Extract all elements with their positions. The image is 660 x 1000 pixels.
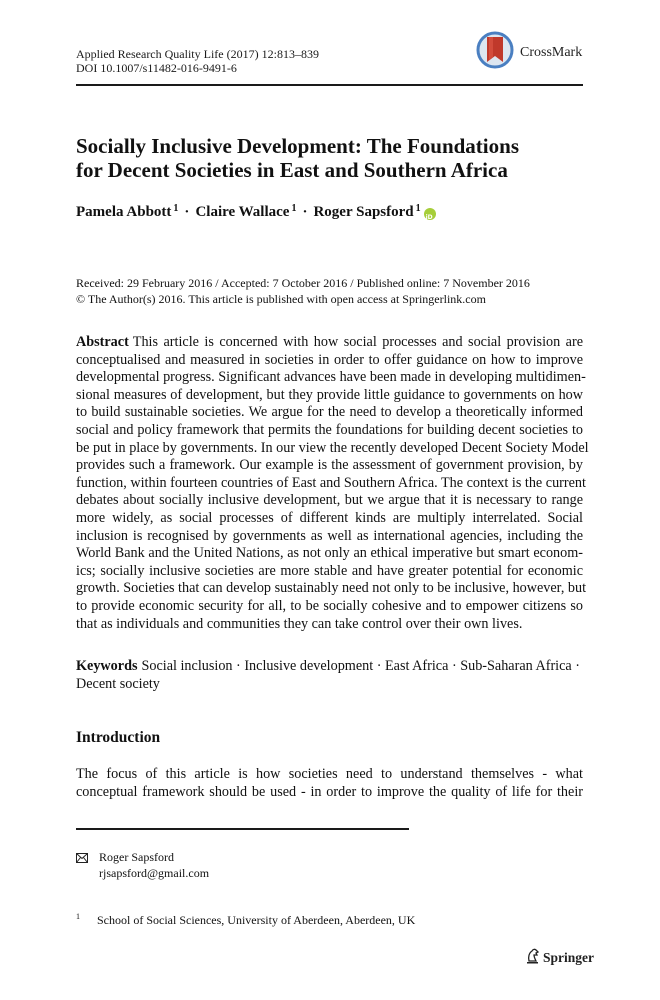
crossmark-label: CrossMark: [520, 44, 583, 60]
history-dates: Received: 29 February 2016 / Accepted: 7 October 2016 / Published online: 7 November 2016: [76, 276, 530, 290]
abstract-line: that as individuals and communities they can take control over their own lives.: [76, 615, 523, 632]
keywords-line: Decent society: [76, 675, 160, 692]
body-line: conceptual framework should be used - in order to improve the quality of life for their: [76, 783, 583, 800]
footnote-divider: [76, 828, 409, 830]
crossmark-badge[interactable]: [476, 31, 582, 74]
affiliation-marker: 1: [415, 203, 421, 214]
corresponding-author-email[interactable]: rjsapsford@gmail.com: [99, 866, 210, 880]
abstract-line: more widely, as social processes of different kinds are multiply interrelated. Social: [76, 509, 583, 526]
affiliation-number: 1: [76, 912, 80, 921]
author-list: [76, 203, 436, 221]
copyright-notice: © The Author(s) 2016. This article is published with open access at Springerlink.com: [76, 292, 486, 306]
abstract-line: growth. Societies that can develop sustainably need not only to be inclusive, however, but: [76, 580, 587, 597]
doi[interactable]: DOI 10.1007/s11482-016-9491-6: [76, 61, 237, 75]
affiliation-text: School of Social Sciences, University of Aberdeen, Aberdeen, UK: [97, 913, 416, 927]
orcid-icon[interactable]: [424, 208, 436, 220]
keywords: [76, 658, 583, 693]
introduction-body: [76, 766, 583, 801]
author-name[interactable]: Pamela Abbott: [76, 204, 172, 220]
abstract: [76, 334, 589, 633]
header-divider: [76, 84, 583, 86]
abstract-line: be put in place by governments. In our view the recently developed Decent Society Model: [76, 439, 589, 456]
abstract-label: Abstract: [76, 334, 129, 350]
title-line-1: Socially Inclusive Development: The Foundations: [76, 134, 519, 158]
author-separator: ·: [184, 204, 190, 220]
author-name[interactable]: Roger Sapsford: [313, 204, 414, 220]
abstract-line: to build sustainable societies. We argue for the need to develop a theoretically informed: [76, 404, 583, 421]
author-name[interactable]: Claire Wallace: [195, 204, 290, 220]
abstract-line: function, within fourteen countries of East and Southern Africa. The context is the current: [76, 474, 586, 491]
abstract-line: sional measures of development, but they provide little guidance to governments on how: [76, 386, 583, 403]
abstract-line: inclusion is recognised by governments as well as international agencies, including the: [76, 527, 583, 544]
abstract-line: provides such a framework. Our example is the assessment of government provision, by: [76, 457, 583, 474]
abstract-line: ics; socially inclusive societies are more stable and have greater potential for economic: [76, 562, 583, 579]
affiliation-marker: 1: [291, 203, 297, 214]
abstract-line: to provide economic security for all, to be socially cohesive and to empower citizens so: [76, 597, 583, 614]
body-line: The focus of this article is how societies need to understand themselves - what: [76, 766, 583, 782]
article-title: [76, 134, 596, 182]
affiliation-marker: 1: [173, 203, 179, 214]
springer-horse-icon: [526, 948, 540, 968]
keywords-label: Keywords: [76, 658, 138, 674]
publication-dates: [76, 275, 530, 307]
abstract-line: social and policy framework that permits the foundations for building decent societies to: [76, 421, 583, 438]
journal-citation: Applied Research Quality Life (2017) 12:813–839: [76, 47, 319, 61]
springer-logo: [526, 948, 594, 968]
author-separator: ·: [302, 204, 308, 220]
section-heading-introduction: Introduction: [76, 729, 161, 746]
abstract-line: Abstract This article is concerned with how social processes and social provision are: [76, 334, 583, 350]
corresponding-author-name: Roger Sapsford: [99, 850, 174, 864]
title-line-2: for Decent Societies in East and Southern Africa: [76, 158, 508, 182]
envelope-icon: [76, 851, 88, 861]
abstract-line: developmental progress. Significant advances have been made in developing multidimen-: [76, 369, 586, 386]
abstract-line: conceptualised and measured in societies in order to offer guidance on how to improve: [76, 351, 583, 368]
keywords-line: Keywords Social inclusion · Inclusive development · East Africa · Sub-Saharan Africa ·: [76, 658, 580, 674]
abstract-line: debates about socially inclusive development, but we argue that it is necessary to range: [76, 492, 583, 509]
crossmark-icon: [476, 31, 514, 74]
abstract-line: World Bank and the United Nations, as not only an ethical imperative but smart econom-: [76, 545, 583, 562]
publisher-name: Springer: [543, 950, 595, 965]
